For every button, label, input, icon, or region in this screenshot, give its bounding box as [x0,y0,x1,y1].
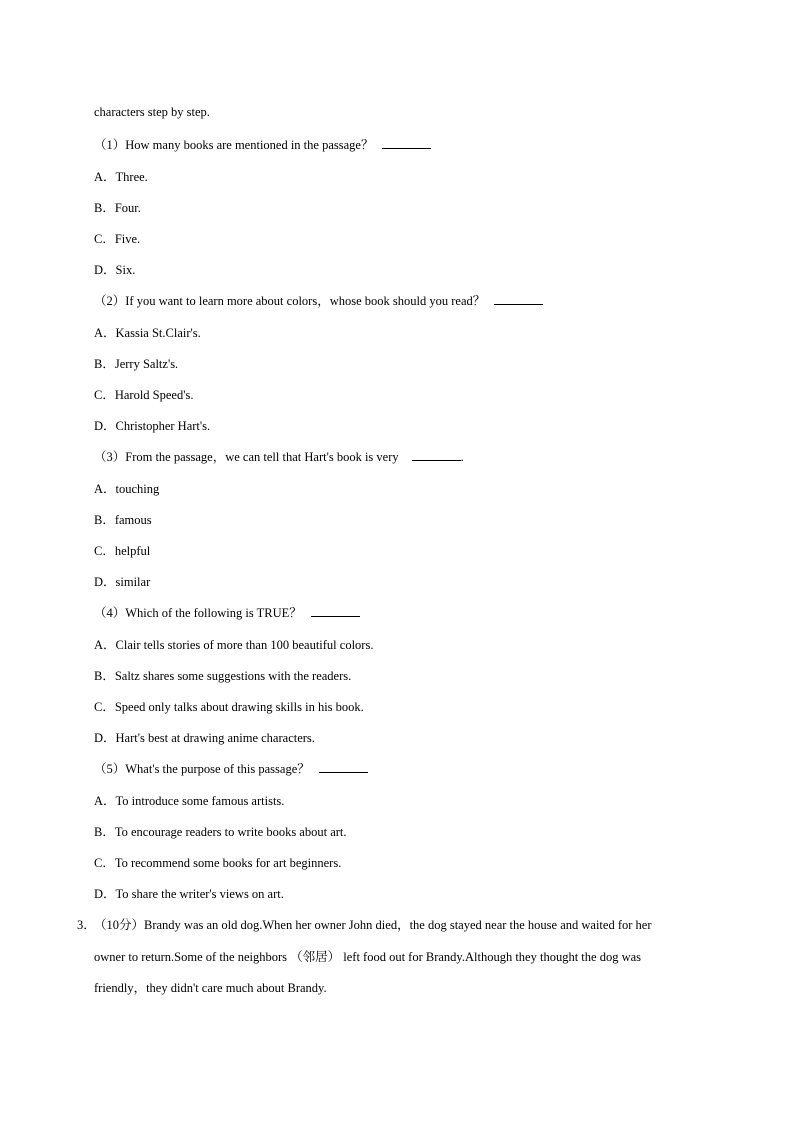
option-5c: C．To recommend some books for art beginners. [94,856,342,870]
option-3b: B．famous [94,513,152,527]
option-4d: D．Hart's best at drawing anime characters. [94,731,315,745]
answer-blank [382,137,431,149]
option-4b: B．Saltz shares some suggestions with the readers. [94,669,352,683]
option-1b: B．Four. [94,201,141,215]
question-1-text: （1）How many books are mentioned in the passage？ [94,138,374,152]
next-question-line-1: （10分）Brandy was an old dog.When her owner John died，the dog stayed near the house and waited for her [94,918,652,932]
option-5a: A．To introduce some famous artists. [94,794,285,808]
question-4-text: （4）Which of the following is TRUE？ [94,606,302,620]
option-2a: A．Kassia St.Clair's. [94,326,201,340]
option-1d: D．Six. [94,263,136,277]
option-2c: C．Harold Speed's. [94,388,194,402]
option-3c: C．helpful [94,544,151,558]
question-3-text: （3）From the passage，we can tell that Hart's book is very [94,450,399,464]
answer-blank [311,605,360,617]
question-2-stem [94,293,543,309]
question-5-text: （5）What's the purpose of this passage？ [94,762,310,776]
next-question-line-2: owner to return.Some of the neighbors （邻居） left food out for Brandy.Although they thought the dog was [94,950,642,964]
option-1c: C．Five. [94,232,141,246]
answer-blank [412,449,461,461]
next-question-line-3: friendly，they didn't care much about Brandy. [94,981,327,995]
option-5b: B．To encourage readers to write books about art. [94,825,347,839]
option-1a: A．Three. [94,170,148,184]
option-3d: D．similar [94,575,151,589]
question-2-text: （2）If you want to learn more about colors，whose book should you read？ [94,294,486,308]
option-3a: A．touching [94,482,160,496]
question-4-stem [94,605,360,621]
question-3-stem [94,449,464,465]
question-5-stem [94,761,368,777]
answer-blank [319,761,368,773]
option-5d: D．To share the writer's views on art. [94,887,284,901]
option-2b: B．Jerry Saltz's. [94,357,179,371]
option-4c: C．Speed only talks about drawing skills in his book. [94,700,364,714]
answer-blank [494,293,543,305]
passage-tail: characters step by step. [94,105,210,119]
next-question-number: 3． [77,918,96,932]
question-1-stem [94,137,431,153]
question-3-suffix: . [460,450,464,464]
option-2d: D．Christopher Hart's. [94,419,211,433]
option-4a: A．Clair tells stories of more than 100 beautiful colors. [94,638,374,652]
